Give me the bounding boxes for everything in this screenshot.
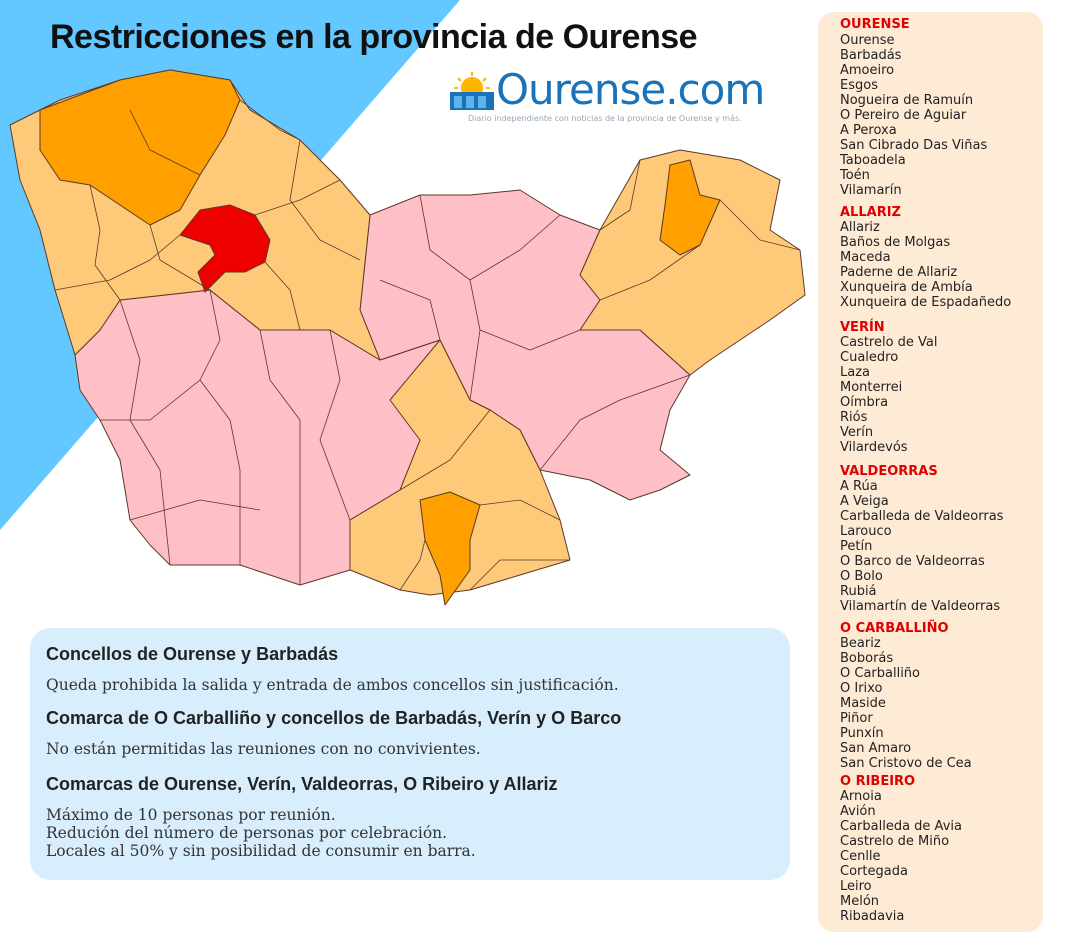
town-item: Baños de Molgas	[840, 235, 951, 250]
town-item: Allariz	[840, 220, 880, 235]
town-item: Castrelo de Val	[840, 335, 938, 350]
town-item: A Rúa	[840, 479, 878, 494]
region-heading: VERÍN	[840, 320, 885, 335]
town-item: Larouco	[840, 524, 892, 539]
town-item: O Carballiño	[840, 666, 920, 681]
legend-text: Queda prohibida la salida y entrada de ambos concellos sin justificación.	[46, 676, 619, 694]
legend-heading-carballino: Comarca de O Carballiño y concellos de Barbadás, Verín y O Barco	[46, 708, 622, 728]
legend-text: Locales al 50% y sin posibilidad de consumir en barra.	[46, 842, 476, 860]
town-item: Esgos	[840, 78, 878, 93]
town-item: San Amaro	[840, 741, 912, 756]
town-item: Vilardevós	[840, 440, 908, 455]
town-item: A Veiga	[840, 494, 889, 509]
town-item: Beariz	[840, 636, 881, 651]
town-item: O Bolo	[840, 569, 883, 584]
town-item: Leiro	[840, 879, 872, 894]
town-item: Piñor	[840, 711, 873, 726]
town-item: Toén	[840, 168, 870, 183]
legend-text: Máximo de 10 personas por reunión.	[46, 806, 336, 824]
town-item: Melón	[840, 894, 880, 909]
town-item: Ribadavia	[840, 909, 905, 924]
town-item: Paderne de Allariz	[840, 265, 958, 280]
town-item: Vilamartín de Valdeorras	[840, 599, 1001, 614]
town-item: San Cristovo de Cea	[840, 756, 972, 771]
town-item: Nogueira de Ramuín	[840, 93, 974, 108]
town-item: San Cibrado Das Viñas	[840, 138, 988, 153]
town-item: Laza	[840, 365, 870, 380]
town-item: Arnoia	[840, 789, 882, 804]
logo-text: Ourense.com	[496, 65, 765, 114]
region-heading: OURENSE	[840, 17, 910, 32]
town-item: Amoeiro	[840, 63, 895, 78]
region-heading: O CARBALLIÑO	[840, 621, 949, 636]
town-item: Ourense	[840, 33, 895, 48]
legend-panel	[30, 628, 790, 880]
town-item: O Barco de Valdeorras	[840, 554, 985, 569]
town-item: Castrelo de Miño	[840, 834, 950, 849]
town-item: O Irixo	[840, 681, 883, 696]
legend-heading-comarcas: Comarcas de Ourense, Verín, Valdeorras, O Ribeiro y Allariz	[46, 774, 558, 794]
town-item: Cualedro	[840, 350, 899, 365]
page-title: Restricciones en la provincia de Ourense	[50, 18, 698, 56]
town-item: Cenlle	[840, 849, 881, 864]
logo-sun-icon	[448, 72, 496, 112]
town-item: Riós	[840, 410, 868, 425]
town-item: Verín	[840, 425, 874, 440]
town-item: Carballeda de Avia	[840, 819, 962, 834]
town-item: Rubiá	[840, 584, 877, 599]
region-heading: VALDEORRAS	[840, 464, 938, 479]
town-item: Xunqueira de Espadañedo	[840, 295, 1012, 310]
town-item: Maside	[840, 696, 886, 711]
region-heading: ALLARIZ	[840, 205, 901, 220]
legend-heading-ourense-barbadas: Concellos de Ourense y Barbadás	[46, 644, 339, 664]
town-item: Boborás	[840, 651, 894, 666]
town-item: Vilamarín	[840, 183, 902, 198]
town-item: O Pereiro de Aguiar	[840, 108, 967, 123]
legend-text: Redución del número de personas por celebración.	[46, 824, 448, 842]
town-item: Maceda	[840, 250, 891, 265]
town-item: Carballeda de Valdeorras	[840, 509, 1004, 524]
town-item: Xunqueira de Ambía	[840, 280, 973, 295]
town-item: Petín	[840, 539, 873, 554]
town-item: Punxín	[840, 726, 884, 741]
town-item: Barbadás	[840, 48, 902, 63]
region-heading: O RIBEIRO	[840, 774, 916, 789]
town-item: Cortegada	[840, 864, 908, 879]
comarca-sidebar	[818, 12, 1043, 932]
town-item: A Peroxa	[840, 123, 897, 138]
town-item: Taboadela	[840, 153, 906, 168]
town-item: Oímbra	[840, 395, 889, 410]
town-item: Monterrei	[840, 380, 903, 395]
legend-text: No están permitidas las reuniones con no convivientes.	[46, 740, 481, 758]
town-item: Avión	[840, 804, 876, 819]
logo-tagline: Diario independiente con noticias de la provincia de Ourense y más.	[468, 114, 742, 123]
